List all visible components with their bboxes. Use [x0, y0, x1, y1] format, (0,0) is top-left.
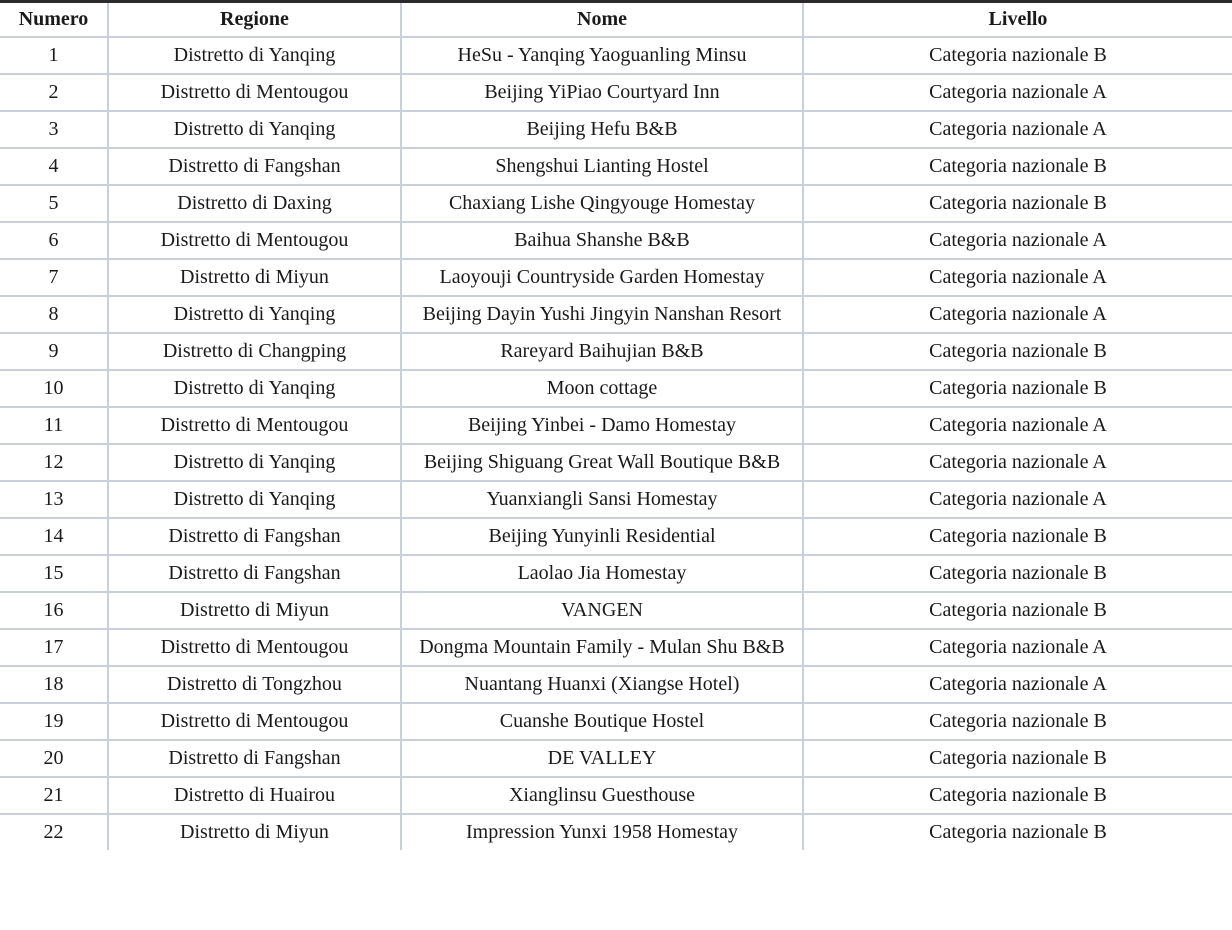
table-row [0, 370, 1232, 407]
cell-numero: 1 [0, 37, 108, 74]
cell-nome: Yuanxiangli Sansi Homestay [401, 481, 803, 518]
cell-regione: Distretto di Mentougou [108, 703, 401, 740]
cell-regione: Distretto di Yanqing [108, 37, 401, 74]
cell-numero: 12 [0, 444, 108, 481]
table-row [0, 740, 1232, 777]
cell-livello: Categoria nazionale B [803, 555, 1232, 592]
cell-regione: Distretto di Fangshan [108, 148, 401, 185]
cell-nome: Shengshui Lianting Hostel [401, 148, 803, 185]
cell-nome: Impression Yunxi 1958 Homestay [401, 814, 803, 850]
table-row [0, 259, 1232, 296]
cell-regione: Distretto di Fangshan [108, 518, 401, 555]
table-row [0, 111, 1232, 148]
cell-regione: Distretto di Miyun [108, 814, 401, 850]
cell-livello: Categoria nazionale A [803, 74, 1232, 111]
cell-nome: Laolao Jia Homestay [401, 555, 803, 592]
header-livello: Livello [803, 3, 1232, 37]
header-regione: Regione [108, 3, 401, 37]
cell-nome: VANGEN [401, 592, 803, 629]
table-row [0, 37, 1232, 74]
cell-numero: 16 [0, 592, 108, 629]
cell-numero: 11 [0, 407, 108, 444]
cell-regione: Distretto di Tongzhou [108, 666, 401, 703]
cell-regione: Distretto di Yanqing [108, 111, 401, 148]
table-row [0, 666, 1232, 703]
cell-numero: 6 [0, 222, 108, 259]
cell-nome: Nuantang Huanxi (Xiangse Hotel) [401, 666, 803, 703]
header-nome: Nome [401, 3, 803, 37]
table-row [0, 185, 1232, 222]
cell-nome: Beijing Dayin Yushi Jingyin Nanshan Resort [401, 296, 803, 333]
cell-regione: Distretto di Yanqing [108, 444, 401, 481]
cell-livello: Categoria nazionale B [803, 740, 1232, 777]
cell-nome: Xianglinsu Guesthouse [401, 777, 803, 814]
cell-livello: Categoria nazionale B [803, 333, 1232, 370]
cell-livello: Categoria nazionale A [803, 296, 1232, 333]
cell-livello: Categoria nazionale B [803, 370, 1232, 407]
cell-nome: HeSu - Yanqing Yaoguanling Minsu [401, 37, 803, 74]
table-row [0, 703, 1232, 740]
cell-regione: Distretto di Mentougou [108, 74, 401, 111]
cell-livello: Categoria nazionale A [803, 111, 1232, 148]
cell-livello: Categoria nazionale A [803, 629, 1232, 666]
cell-numero: 14 [0, 518, 108, 555]
cell-nome: Rareyard Baihujian B&B [401, 333, 803, 370]
cell-livello: Categoria nazionale A [803, 259, 1232, 296]
cell-livello: Categoria nazionale B [803, 814, 1232, 850]
cell-regione: Distretto di Huairou [108, 777, 401, 814]
cell-regione: Distretto di Fangshan [108, 555, 401, 592]
cell-nome: Dongma Mountain Family - Mulan Shu B&B [401, 629, 803, 666]
cell-numero: 17 [0, 629, 108, 666]
table-row [0, 481, 1232, 518]
cell-numero: 19 [0, 703, 108, 740]
table-row [0, 296, 1232, 333]
table-row [0, 518, 1232, 555]
cell-nome: Beijing YiPiao Courtyard Inn [401, 74, 803, 111]
cell-livello: Categoria nazionale B [803, 777, 1232, 814]
cell-numero: 9 [0, 333, 108, 370]
header-numero: Numero [18, 8, 89, 30]
cell-livello: Categoria nazionale B [803, 592, 1232, 629]
cell-nome: Baihua Shanshe B&B [401, 222, 803, 259]
cell-regione: Distretto di Fangshan [108, 740, 401, 777]
cell-livello: Categoria nazionale B [803, 518, 1232, 555]
table-row [0, 592, 1232, 629]
cell-nome: Cuanshe Boutique Hostel [401, 703, 803, 740]
cell-numero: 7 [0, 259, 108, 296]
table-row [0, 777, 1232, 814]
cell-livello: Categoria nazionale B [803, 148, 1232, 185]
cell-livello: Categoria nazionale A [803, 481, 1232, 518]
cell-livello: Categoria nazionale A [803, 222, 1232, 259]
cell-regione: Distretto di Miyun [108, 592, 401, 629]
header-row [0, 3, 1232, 37]
cell-regione: Distretto di Mentougou [108, 222, 401, 259]
cell-numero: 4 [0, 148, 108, 185]
table-header [0, 3, 1232, 37]
cell-numero: 3 [0, 111, 108, 148]
cell-regione: Distretto di Mentougou [108, 629, 401, 666]
cell-livello: Categoria nazionale B [803, 185, 1232, 222]
table-row [0, 74, 1232, 111]
cell-numero: 21 [0, 777, 108, 814]
cell-numero: 22 [0, 814, 108, 850]
cell-numero: 15 [0, 555, 108, 592]
cell-numero: 10 [0, 370, 108, 407]
cell-nome: Chaxiang Lishe Qingyouge Homestay [401, 185, 803, 222]
cell-livello: Categoria nazionale A [803, 407, 1232, 444]
cell-nome: Beijing Hefu B&B [401, 111, 803, 148]
cell-nome: Moon cottage [401, 370, 803, 407]
table-row [0, 444, 1232, 481]
cell-nome: Beijing Yunyinli Residential [401, 518, 803, 555]
cell-livello: Categoria nazionale B [803, 703, 1232, 740]
cell-livello: Categoria nazionale A [803, 444, 1232, 481]
cell-nome: Laoyouji Countryside Garden Homestay [401, 259, 803, 296]
cell-numero: 5 [0, 185, 108, 222]
cell-livello: Categoria nazionale A [803, 666, 1232, 703]
table-row [0, 148, 1232, 185]
cell-numero: 20 [0, 740, 108, 777]
cell-numero: 13 [0, 481, 108, 518]
cell-regione: Distretto di Miyun [108, 259, 401, 296]
cell-numero: 8 [0, 296, 108, 333]
cell-regione: Distretto di Daxing [108, 185, 401, 222]
table-row [0, 333, 1232, 370]
cell-nome: Beijing Yinbei - Damo Homestay [401, 407, 803, 444]
cell-numero: 2 [0, 74, 108, 111]
table-body [0, 37, 1232, 850]
table-row [0, 555, 1232, 592]
cell-livello: Categoria nazionale B [803, 37, 1232, 74]
cell-regione: Distretto di Yanqing [108, 296, 401, 333]
cell-nome: DE VALLEY [401, 740, 803, 777]
table-row [0, 814, 1232, 850]
cell-regione: Distretto di Mentougou [108, 407, 401, 444]
cell-regione: Distretto di Changping [108, 333, 401, 370]
table-row [0, 222, 1232, 259]
cell-regione: Distretto di Yanqing [108, 370, 401, 407]
cell-nome: Beijing Shiguang Great Wall Boutique B&B [401, 444, 803, 481]
homestay-table [0, 3, 1232, 850]
table-row [0, 407, 1232, 444]
cell-regione: Distretto di Yanqing [108, 481, 401, 518]
table-row [0, 629, 1232, 666]
cell-numero: 18 [0, 666, 108, 703]
